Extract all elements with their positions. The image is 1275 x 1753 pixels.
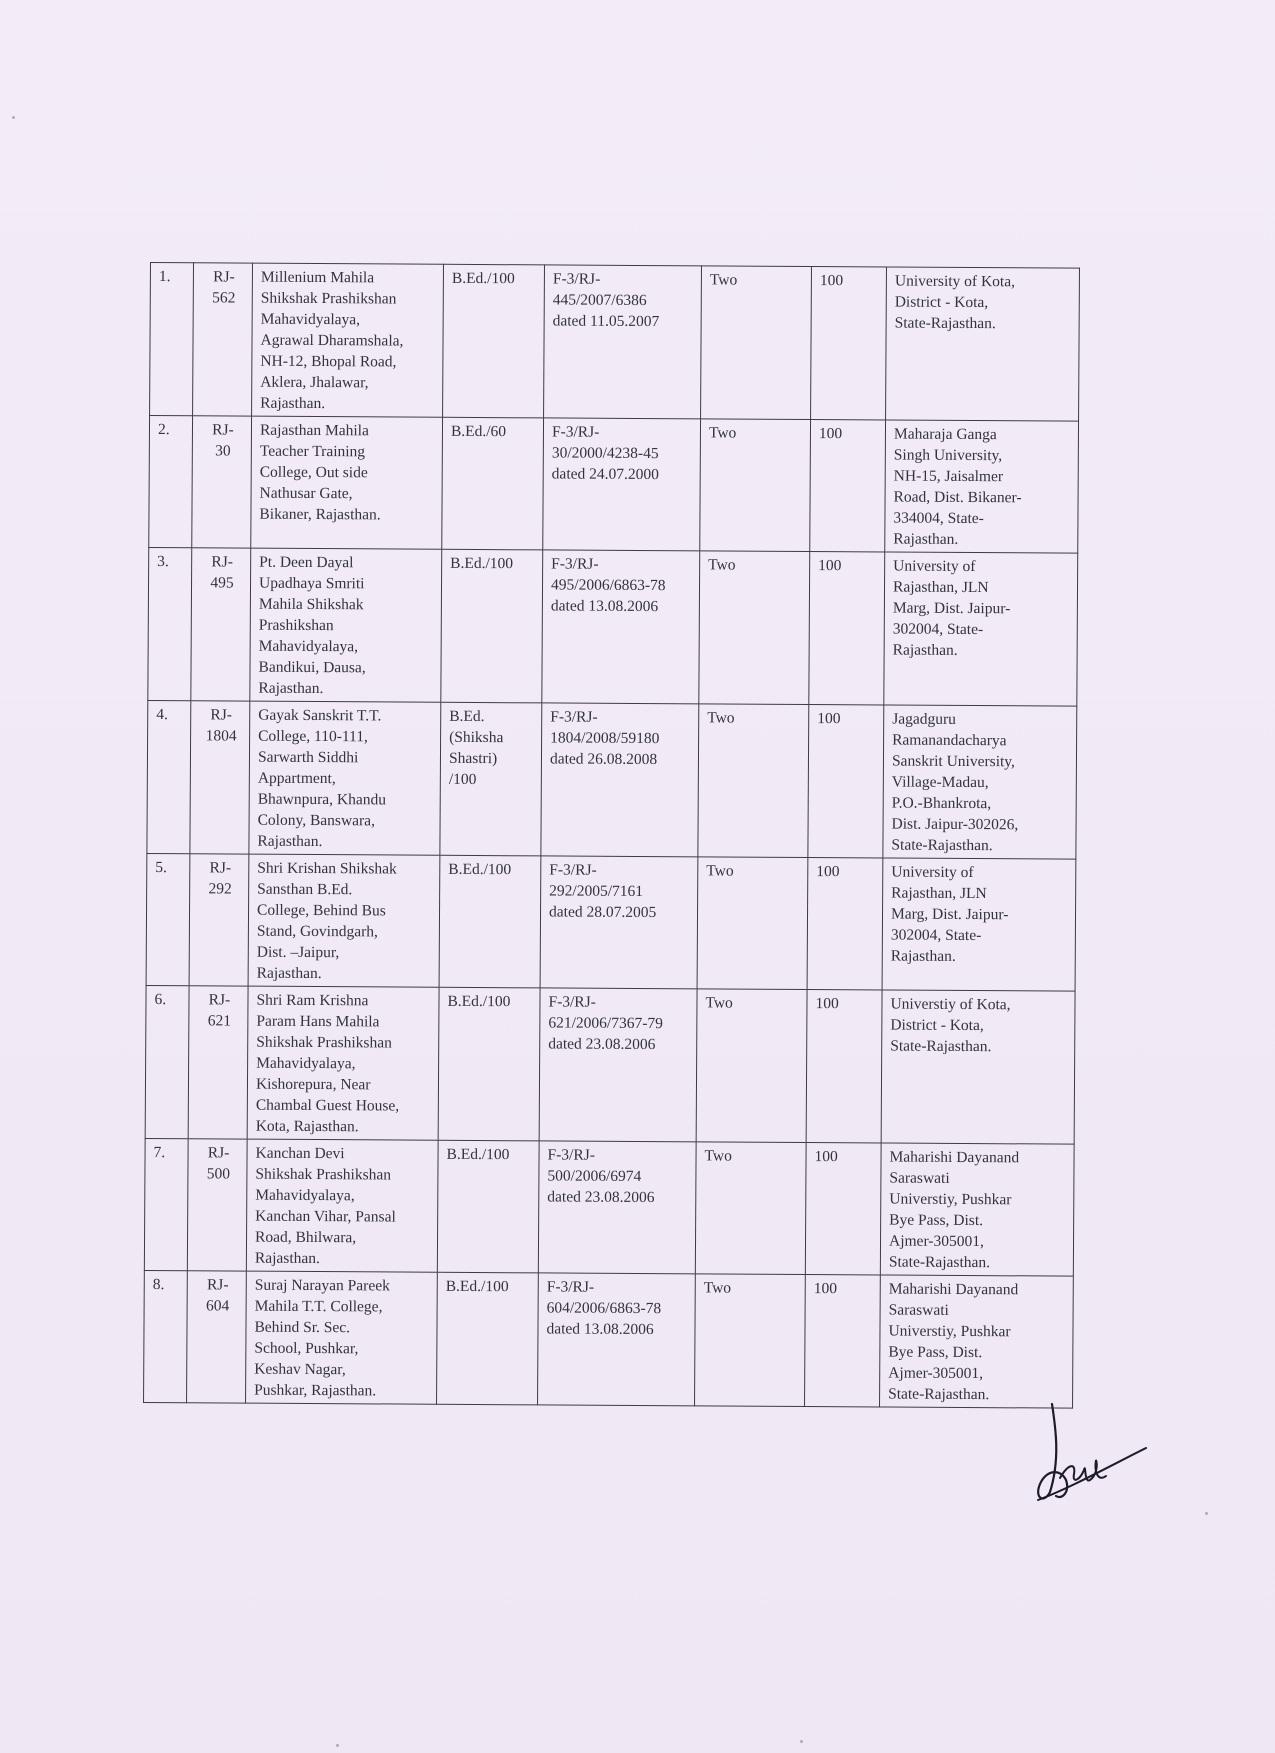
institution-name-line: Road, Bhilwara, xyxy=(254,1228,357,1247)
duration-text: Two xyxy=(709,271,738,289)
course-intake-cell xyxy=(438,987,540,1141)
university-line: Maharishi Dayanand xyxy=(889,1148,1020,1167)
institution-name-line: Pushkar, Rajasthan. xyxy=(254,1381,377,1400)
university-line: Rajasthan, JLN xyxy=(892,578,989,597)
university-cell xyxy=(883,705,1077,859)
course-intake-line: B.Ed./100 xyxy=(451,269,515,288)
institution-name-cell xyxy=(246,1271,438,1404)
institution-name-line: Stand, Govindgarh, xyxy=(256,922,378,941)
university-line: Village-Madau, xyxy=(891,773,989,792)
institution-code-line: 562 xyxy=(212,289,236,307)
course-intake-line: B.Ed./100 xyxy=(446,1145,510,1164)
institution-name-line: School, Pushkar, xyxy=(254,1339,359,1358)
serial-number-cell xyxy=(145,985,189,1138)
order-number-line: dated 28.07.2005 xyxy=(548,903,657,922)
institution-name-line: Appartment, xyxy=(257,769,336,788)
university-line: Ramanandacharya xyxy=(892,731,1007,750)
order-number-line: 500/2006/6974 xyxy=(547,1167,642,1186)
order-number-cell xyxy=(542,550,700,704)
institution-name-line: Mahavidyalaya, xyxy=(256,1054,356,1073)
intake-cell xyxy=(811,267,887,420)
order-number-line: 445/2007/6386 xyxy=(552,291,647,310)
institution-name-line: Bhawnpura, Khandu xyxy=(257,790,387,809)
intake-text: 100 xyxy=(814,1148,838,1166)
order-number-line: dated 26.08.2008 xyxy=(549,750,658,769)
institution-name-line: Keshav Nagar, xyxy=(254,1360,346,1379)
serial-number-text: 2. xyxy=(157,421,170,439)
university-line: Universtiy, Pushkar xyxy=(889,1190,1012,1209)
serial-number-text: 4. xyxy=(156,706,168,724)
university-line: Rajasthan, JLN xyxy=(891,884,987,903)
institution-name-line: Shri Krishan Shikshak xyxy=(257,859,397,878)
table-body xyxy=(144,263,1080,1409)
course-intake-line: B.Ed./100 xyxy=(445,1277,509,1296)
serial-number-cell xyxy=(144,1138,188,1270)
institution-name-line: Sarwarth Siddhi xyxy=(257,748,359,767)
institution-code-line: 292 xyxy=(208,880,232,898)
duration-text: Two xyxy=(705,994,733,1012)
course-intake-line: B.Ed./100 xyxy=(447,992,511,1011)
university-line: 302004, State- xyxy=(890,926,982,945)
university-line: Sanskrit University, xyxy=(891,752,1016,771)
institution-code-cell xyxy=(191,548,251,701)
intake-cell xyxy=(805,1275,881,1407)
university-line: Maharishi Dayanand xyxy=(888,1280,1019,1299)
intake-cell xyxy=(806,990,882,1143)
institution-name-line: Kanchan Vihar, Pansal xyxy=(255,1207,396,1226)
paper-speck xyxy=(12,116,15,119)
order-number-line: dated 23.08.2006 xyxy=(548,1035,656,1054)
order-number-line: F-3/RJ- xyxy=(551,423,600,441)
order-number-line: F-3/RJ- xyxy=(547,1146,595,1164)
institution-code-line: 1804 xyxy=(205,727,237,745)
order-number-line: 292/2005/7161 xyxy=(549,882,644,901)
institution-code-line: RJ- xyxy=(206,1276,229,1294)
intake-cell xyxy=(808,705,884,858)
institution-name-line: Shri Ram Krishna xyxy=(256,991,369,1010)
university-line: Rajasthan. xyxy=(893,530,959,548)
institution-name-line: Pt. Deen Dayal xyxy=(259,553,354,572)
intake-text: 100 xyxy=(818,557,842,575)
intake-text: 100 xyxy=(816,863,840,881)
institution-code-cell xyxy=(187,1271,247,1403)
institution-name-line: Rajasthan. xyxy=(260,394,326,413)
order-number-line: F-3/RJ- xyxy=(551,555,599,573)
university-line: University of Kota, xyxy=(894,272,1016,291)
paper-speck xyxy=(800,1740,803,1743)
institutions-table xyxy=(143,262,1080,1409)
university-cell xyxy=(880,1143,1074,1276)
institution-name-line: Kishorepura, Near xyxy=(255,1075,371,1094)
institution-name-cell xyxy=(251,416,443,549)
table-row xyxy=(148,547,1078,706)
duration-text: Two xyxy=(704,1147,732,1165)
order-number-line: 1804/2008/59180 xyxy=(550,729,660,748)
institution-name-line: Rajasthan. xyxy=(256,964,322,983)
table-row xyxy=(150,263,1080,422)
serial-number-cell xyxy=(146,853,190,985)
course-intake-cell xyxy=(442,417,544,550)
university-cell xyxy=(885,420,1079,553)
institution-code-line: RJ- xyxy=(213,268,235,286)
duration-text: Two xyxy=(707,709,735,727)
university-line: 302004, State- xyxy=(892,620,984,639)
university-line: Bye Pass, Dist. xyxy=(889,1211,984,1230)
intake-text: 100 xyxy=(815,995,839,1013)
order-number-cell xyxy=(539,988,697,1142)
paper-speck xyxy=(1205,1512,1208,1515)
institution-name-line: Dist. –Jaipur, xyxy=(256,943,340,962)
university-line: 334004, State- xyxy=(893,509,984,528)
serial-number-text: 3. xyxy=(157,553,169,571)
institution-name-line: Teacher Training xyxy=(259,442,366,461)
paper-speck xyxy=(336,1744,339,1747)
university-line: Ajmer-305001, xyxy=(888,1364,984,1383)
institution-name-line: Chambal Guest House, xyxy=(255,1096,400,1115)
university-line: District - Kota, xyxy=(894,293,989,312)
institution-name-line: Suraj Narayan Pareek xyxy=(254,1276,390,1295)
order-number-line: dated 11.05.2007 xyxy=(552,312,660,331)
serial-number-text: 1. xyxy=(158,268,171,286)
institution-name-line: Param Hans Mahila xyxy=(256,1012,380,1031)
duration-cell xyxy=(695,1274,806,1407)
course-intake-line: /100 xyxy=(448,770,477,789)
serial-number-cell xyxy=(147,700,191,853)
institution-name-line: College, Out side xyxy=(259,463,368,482)
institution-name-cell xyxy=(252,263,444,417)
institution-name-line: Mahila Shikshak xyxy=(258,595,364,614)
university-line: State-Rajasthan. xyxy=(888,1253,991,1272)
order-number-line: dated 13.08.2006 xyxy=(550,597,659,616)
institution-code-line: RJ- xyxy=(208,991,231,1009)
university-line: Ajmer-305001, xyxy=(888,1232,984,1251)
intake-cell xyxy=(809,552,885,705)
table-row xyxy=(146,853,1076,991)
duration-cell xyxy=(700,419,811,552)
institution-name-line: Behind Sr. Sec. xyxy=(254,1318,351,1337)
duration-text: Two xyxy=(708,556,736,574)
intake-cell xyxy=(805,1143,881,1275)
institution-name-line: Shikshak Prashikshan xyxy=(255,1165,392,1184)
serial-number-text: 6. xyxy=(154,991,167,1009)
course-intake-line: (Shiksha xyxy=(449,728,504,747)
duration-cell xyxy=(699,551,810,705)
university-line: University of xyxy=(893,557,976,576)
institution-code-line: 30 xyxy=(215,442,231,460)
table-row xyxy=(149,416,1079,554)
table-row xyxy=(144,1138,1074,1276)
university-line: Road, Dist. Bikaner- xyxy=(893,488,1022,507)
university-line: Maharaja Ganga xyxy=(893,425,997,444)
institution-name-line: Bandikui, Dausa, xyxy=(258,658,366,677)
course-intake-line: Shastri) xyxy=(448,749,498,768)
institution-name-line: Rajasthan. xyxy=(254,1249,320,1268)
duration-text: Two xyxy=(703,1279,732,1297)
institution-name-cell xyxy=(247,986,439,1140)
university-cell xyxy=(880,1275,1074,1408)
order-number-cell xyxy=(541,703,699,857)
serial-number-text: 5. xyxy=(155,859,167,877)
order-number-cell xyxy=(543,418,701,551)
table-row xyxy=(144,1270,1074,1408)
intake-cell xyxy=(807,858,883,990)
university-line: Rajasthan. xyxy=(890,947,956,965)
table-row xyxy=(145,985,1075,1144)
course-intake-cell xyxy=(441,549,543,703)
university-line: University of xyxy=(891,863,974,882)
institution-code-line: RJ- xyxy=(209,859,232,877)
order-number-cell xyxy=(540,856,698,989)
intake-cell xyxy=(810,420,886,552)
institution-name-line: Shikshak Prashikshan xyxy=(256,1033,392,1052)
duration-cell xyxy=(697,857,808,990)
university-line: Marg, Dist. Jaipur- xyxy=(890,905,1009,924)
university-line: Dist. Jaipur-302026, xyxy=(891,815,1019,834)
duration-cell xyxy=(701,266,812,420)
course-intake-cell xyxy=(439,855,541,988)
institution-code-cell xyxy=(187,1139,247,1271)
institution-code-cell xyxy=(192,416,252,548)
course-intake-line: B.Ed./100 xyxy=(448,860,512,879)
institution-code-line: RJ- xyxy=(212,421,234,439)
order-number-line: F-3/RJ- xyxy=(546,1278,595,1296)
duration-text: Two xyxy=(708,424,737,442)
university-cell xyxy=(886,267,1080,421)
order-number-line: F-3/RJ- xyxy=(548,993,596,1011)
university-line: NH-15, Jaisalmer xyxy=(893,467,1004,486)
institution-name-line: Rajasthan. xyxy=(257,832,323,851)
course-intake-cell xyxy=(443,264,545,418)
serial-number-cell xyxy=(149,416,193,548)
institution-name-cell xyxy=(248,854,440,987)
institution-name-line: NH-12, Bhopal Road, xyxy=(260,352,397,371)
course-intake-cell xyxy=(437,1272,539,1405)
intake-text: 100 xyxy=(813,1280,838,1298)
serial-number-cell xyxy=(148,547,192,700)
institution-name-line: Millenium Mahila xyxy=(260,268,375,287)
institution-name-line: Gayak Sanskrit T.T. xyxy=(258,706,382,725)
institution-code-line: 621 xyxy=(207,1012,232,1030)
institution-name-cell xyxy=(250,548,442,702)
order-number-line: F-3/RJ- xyxy=(552,270,601,288)
intake-text: 100 xyxy=(818,425,843,443)
institution-code-line: 604 xyxy=(205,1297,230,1315)
course-intake-line: B.Ed./100 xyxy=(450,554,514,573)
institution-name-line: Agrawal Dharamshala, xyxy=(260,331,404,350)
university-line: Bye Pass, Dist. xyxy=(888,1343,983,1362)
order-number-cell xyxy=(538,1141,696,1274)
handwritten-signature xyxy=(1030,1400,1150,1510)
institution-name-line: Mahila T.T. College, xyxy=(254,1297,383,1316)
institution-name-line: Shikshak Prashikshan xyxy=(260,289,397,308)
university-line: P.O.-Bhankrota, xyxy=(891,794,992,813)
university-line: Rajasthan. xyxy=(892,641,958,659)
institution-code-cell xyxy=(190,701,250,854)
order-number-line: dated 13.08.2006 xyxy=(546,1320,654,1339)
institution-code-line: RJ- xyxy=(207,1144,230,1162)
institution-name-line: College, Behind Bus xyxy=(256,901,386,920)
intake-text: 100 xyxy=(819,272,844,290)
duration-text: Two xyxy=(706,862,734,880)
course-intake-cell xyxy=(440,702,542,856)
institution-code-line: RJ- xyxy=(210,706,233,724)
university-line: Saraswati xyxy=(888,1301,949,1319)
order-number-line: 495/2006/6863-78 xyxy=(550,576,666,595)
course-intake-line: B.Ed. xyxy=(449,707,485,726)
institution-name-line: Sansthan B.Ed. xyxy=(257,880,353,899)
institution-name-line: Mahavidyalaya, xyxy=(260,310,361,329)
order-number-line: 621/2006/7367-79 xyxy=(548,1014,663,1033)
institution-name-line: Prashikshan xyxy=(258,616,334,635)
order-number-line: dated 23.08.2006 xyxy=(547,1188,655,1207)
intake-text: 100 xyxy=(817,710,841,728)
institution-name-line: Mahavidyalaya, xyxy=(255,1186,355,1205)
institution-code-cell xyxy=(189,854,249,986)
institution-name-line: Upadhaya Smriti xyxy=(258,574,365,593)
course-intake-line: B.Ed./60 xyxy=(450,422,507,441)
university-cell xyxy=(881,990,1075,1144)
institution-name-cell xyxy=(246,1139,438,1272)
institution-name-line: Nathusar Gate, xyxy=(259,484,353,503)
institution-name-line: Bikaner, Rajasthan. xyxy=(259,505,381,524)
university-line: Universtiy, Pushkar xyxy=(888,1322,1011,1341)
institution-name-line: Rajasthan. xyxy=(258,679,324,698)
order-number-line: F-3/RJ- xyxy=(550,708,598,726)
institution-name-line: Kanchan Devi xyxy=(255,1144,345,1163)
order-number-line: dated 24.07.2000 xyxy=(551,465,659,484)
university-line: Universtiy of Kota, xyxy=(890,995,1011,1014)
serial-number-cell xyxy=(144,1270,188,1402)
institution-code-cell xyxy=(193,263,253,416)
university-line: Jagadguru xyxy=(892,710,956,728)
order-number-cell xyxy=(544,265,702,419)
duration-cell xyxy=(696,989,807,1143)
table-row xyxy=(147,700,1077,859)
institution-name-line: Aklera, Jhalawar, xyxy=(260,373,369,392)
university-line: State-Rajasthan. xyxy=(890,1037,992,1056)
institution-code-line: 495 xyxy=(210,574,234,592)
order-number-cell xyxy=(538,1273,696,1406)
institution-name-line: Colony, Banswara, xyxy=(257,811,376,830)
serial-number-cell xyxy=(150,263,194,416)
university-cell xyxy=(884,552,1078,706)
institution-name-line: Kota, Rajasthan. xyxy=(255,1117,359,1136)
university-line: District - Kota, xyxy=(890,1016,984,1035)
order-number-line: 604/2006/6863-78 xyxy=(546,1299,662,1318)
serial-number-text: 8. xyxy=(152,1276,165,1294)
university-line: Marg, Dist. Jaipur- xyxy=(892,599,1011,618)
course-intake-cell xyxy=(437,1140,539,1273)
institution-name-line: College, 110-111, xyxy=(258,727,368,746)
university-line: Singh University, xyxy=(893,446,1003,465)
university-line: Saraswati xyxy=(889,1169,950,1187)
institution-code-cell xyxy=(188,986,248,1139)
university-cell xyxy=(882,858,1076,991)
university-line: State-Rajasthan. xyxy=(894,314,996,333)
institution-name-line: Mahavidyalaya, xyxy=(258,637,359,656)
institution-code-line: 500 xyxy=(206,1165,231,1183)
order-number-line: F-3/RJ- xyxy=(549,861,597,879)
institution-name-cell xyxy=(249,701,441,855)
university-line: State-Rajasthan. xyxy=(888,1385,990,1404)
duration-cell xyxy=(698,704,809,858)
duration-cell xyxy=(695,1142,806,1275)
order-number-line: 30/2000/4238-45 xyxy=(551,444,659,463)
institution-code-line: RJ- xyxy=(211,553,233,571)
institution-name-line: Rajasthan Mahila xyxy=(259,421,369,440)
serial-number-text: 7. xyxy=(153,1144,166,1162)
university-line: State-Rajasthan. xyxy=(891,836,993,855)
